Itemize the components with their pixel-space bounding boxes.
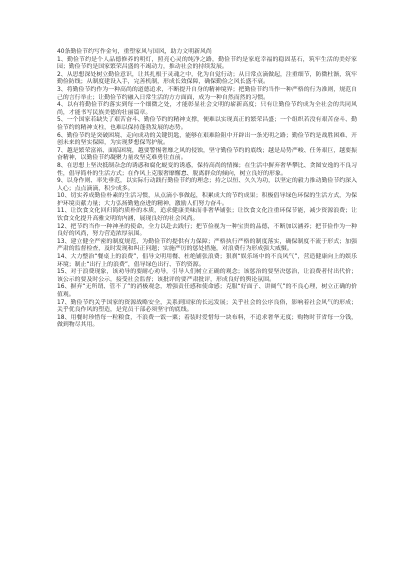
list-item: 15、对于浪费现象，该劝导的要耐心劝导，引导人们树立正确的观念；该惩治的要坚决惩治，让浪费者付出代价；该公示的要及时公示，接受社会监督；该批评的要严肃批评，形成良好的舆论氛围。 [57,269,357,283]
list-item: 1、勤俭节约是个人品德修养的明灯，照亮心灵的纯净之路，勤俭节约是家庭幸福的稳固基石，筑牢生活的美好家园；勤俭节约是国家繁荣昌盛的不竭动力，推动社会的持续发展。 [57,56,357,71]
list-item: 17、勤俭节约关乎国家的资源战略安全，关系到国家的长远发展；关乎社会的公序良俗，影响着社会风气的形成；关乎优良作风的塑造，是党员干部必须坚守的底线。 [57,299,357,314]
list-item: 12、把节约当作一种神圣的使命，全力以赴去践行；把节俭视为一种宝贵的品德，不断加以涵养；把节俭作为一种良好的风尚，努力营造浓厚氛围。 [57,223,357,238]
list-item: 18、用餐时珍惜每一粒粮食，不浪费一饭一粟；着装时爱惜每一块布料，不追求奢华无度；购物时节省每一分钱，做到物尽其用。 [57,314,357,329]
list-item: 3、将勤俭节约作为一种高尚的道德追求，不断提升自身的精神境界；把勤俭节约当作一种严格的行为准则，规范自己的言行举止；让勤俭节约融入日常生活的方方面面，成为一种自然而然的习惯。 [57,86,357,101]
document-body [57,49,357,330]
list-item: 16、摒弃“无所谓、管不了”的消极观念，增强责任感和使命感；克服“好面子、讲阔气”的不良心理，树立正确的价值观。 [57,284,357,298]
list-item: 5、一个国家若缺失了艰苦奋斗、勤俭节约的精神支撑，便难以实现真正的繁荣昌盛；一个组织若没有艰苦奋斗、勤俭节约的精神支柱，也难以保持蓬勃发展的态势。 [57,117,357,131]
list-item: 8、在思想上坚决抵制杂念的诱惑和腐化蜕变的诱惑，保持高尚的情操；在生活中摒弃奢华攀比、贪图安逸的不良习性，倡导简朴的生活方式；在作风上克服奢靡懈怠、脱离群众的倾向，树立良好的形象。 [57,162,357,177]
list-item: 13、建立健全严密的制度规范，为勤俭节约提供有力保障；严格执行严格的制度落实，确保制度不流于形式；加强严肃的监督检查，及时发现和纠正问题；实施严厉的惩处措施，对浪费行为形成强大威慑。 [57,238,357,253]
list-item: 9、以身作则、率先垂范，以实际行动践行勤俭节约的理念；持之以恒、久久为功，以坚定的毅力推动勤俭节约深入人心；点点滴滴，积少成多。 [57,178,357,192]
list-item: 2、从思想深处树立勤俭意识，让其扎根于灵魂之中，化为自觉行动；从日常点滴做起，注重细节，防微杜渐，筑牢勤俭防线；从制度建设入手，完善机制，形成长效保障，确保勤俭之风长盛不衰。 [57,71,357,86]
list-item: 6、勤俭节约是突破困境、走向成功的关键钥匙，能够在艰难险阻中开辟出一条光明之路；勤俭节约是战胜困难、开创未来的坚实保障，为实现梦想保驾护航。 [57,132,357,147]
list-item: 4、以有将勤俭节约落实到每一个细微之处，才能彰显社会文明的崭新高度；只有让勤俭节约成为全社会的共同风尚，才能书写民族美德的壮丽篇章。 [57,102,357,116]
list-item: 7、越是繁荣富裕、面临困境，越要警惕奢靡之风的侵蚀，坚守勤俭节约的底线；越是局势严峻、任务艰巨，越要振奋精神，以勤俭节约凝聚力量攻坚克难勇往直前。 [57,147,357,162]
document-title: 40条勤俭节约写作金句，重塑家风与国风，助力文明新风尚 [57,49,212,55]
list-item: 10、切实养成勤俭朴素的生活习惯，从点滴小事做起，积累成大的节约成果；积极倡导绿色环保的生活方式，为保护环境贡献力量；大力弘扬勤勉奋进的精神，激励人们努力奋斗。 [57,193,357,207]
list-item: 14、大力整治“餐桌上的浪费”，倡导文明用餐、杜绝铺张浪费；狠刹“娱乐场中的不良风气”，营造健康向上的娱乐环境；制止“出行上的浪费”，倡导绿色出行、节约资源。 [57,254,357,268]
item-list [57,57,357,330]
list-item: 11、让饮食文化回归简约质朴的本质，追求健康美味而非奢华铺张；让饮食文化注重环保节能，减少资源浪费；让饮食文化提升高雅文明的内涵，展现良好的社会风尚。 [57,208,357,223]
